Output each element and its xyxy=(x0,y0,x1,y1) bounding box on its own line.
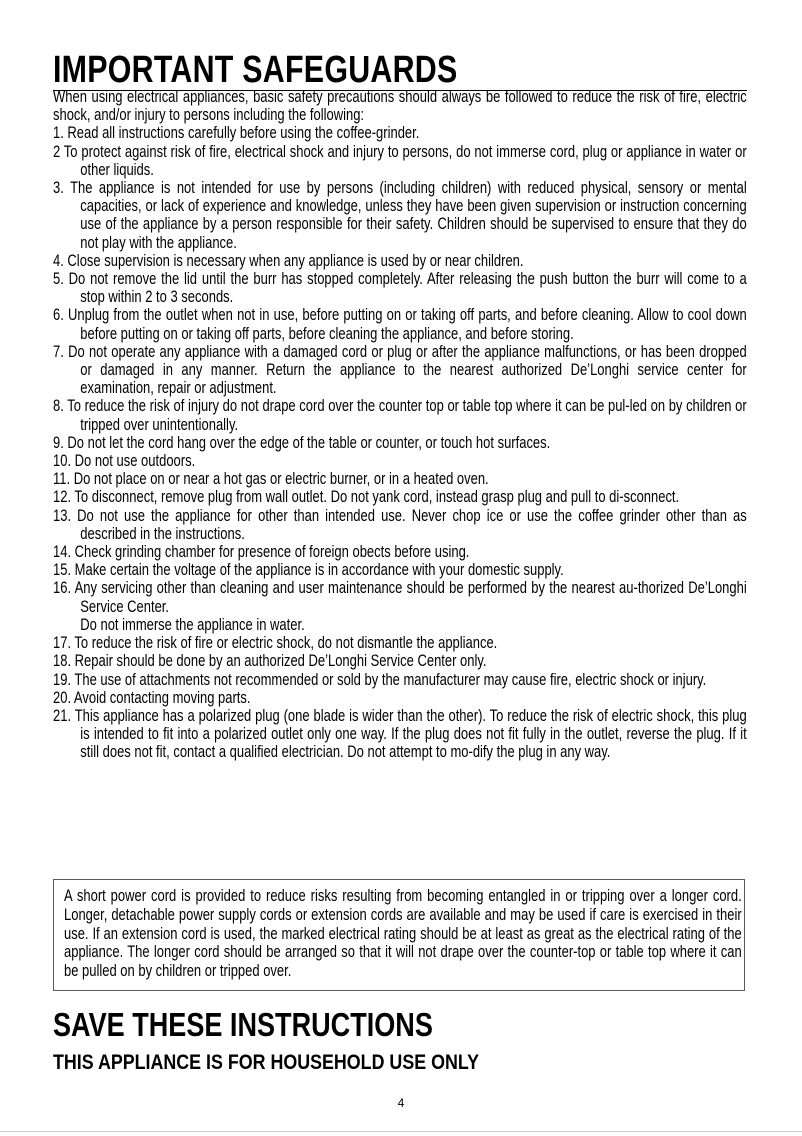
safeguard-item-16-extra-text: Do not immerse the appliance in water. xyxy=(80,615,305,634)
page-number: 4 xyxy=(397,1096,405,1110)
safeguard-item-18: 18. Repair should be done by an authorized De’Longhi Service Center only. xyxy=(53,652,487,671)
safeguard-item-11: 11. Do not place on or near a hot gas or electric burner, or in a heated oven. xyxy=(53,470,489,489)
save-instructions-heading: SAVE THESE INSTRUCTIONS xyxy=(53,1006,433,1043)
power-cord-notice-text: A short power cord is provided to reduce risks resulting from becoming entangled in or tripping over a longer cord. Longer, detachable power supply cords or extension cords are available and may be used if care is exercised in their use. If an extension cord is used, the marked electrical rating should be at least as great as the electrical rating of the appliance. The longer cord should be arranged so that it will not drape over the counter-top or table top where it can be pulled on by children or tripped over. xyxy=(64,887,742,981)
safeguards-body xyxy=(53,88,747,762)
safeguard-item-5: 5. Do not remove the lid until the burr has stopped completely. After releasing the push button the burr will come to a stop within 2 to 3 seconds. xyxy=(53,270,747,307)
safeguard-item-10: 10. Do not use outdoors. xyxy=(53,452,196,471)
safeguard-item-19: 19. The use of attachments not recommended or sold by the manufacturer may cause fire, electric shock or injury. xyxy=(53,670,707,689)
safeguard-item-4: 4. Close supervision is necessary when any appliance is used by or near children. xyxy=(53,251,524,270)
safeguard-item-16-extra xyxy=(53,616,747,634)
safeguard-item-7: 7. Do not operate any appliance with a damaged cord or plug or after the appliance malfunctions, or has been dropped or damaged in any manner. Return the appliance to the nearest authorized De’Longhi service center for examination, repair or adjustment. xyxy=(53,342,747,398)
page-title: IMPORTANT SAFEGUARDS xyxy=(53,49,458,91)
safeguard-item-8: 8. To reduce the risk of injury do not drape cord over the counter top or table top where it can be pul-led on by children or tripped over unintentionally. xyxy=(53,397,747,434)
safeguard-item-14: 14. Check grinding chamber for presence of foreign obects before using. xyxy=(53,543,470,562)
safeguard-item-3: 3. The appliance is not intended for use by persons (including children) with reduced physical, sensory or mental capacities, or lack of experience and knowledge, unless they have been given supervision or instruction concerning use of the appliance by a person responsible for their safety. Children should be supervised to ensure that they do not play with the appliance. xyxy=(53,179,747,252)
safeguard-item-15: 15. Make certain the voltage of the appliance is in accordance with your domestic supply. xyxy=(53,561,564,580)
safeguard-item-21: 21. This appliance has a polarized plug (one blade is wider than the other). To reduce the risk of electric shock, this plug is intended to fit into a polarized outlet only one way. If the plug does not fit fully in the outlet, reverse the plug. If it still does not fit, contact a qualified electrician. Do not attempt to mo-dify the plug in any way. xyxy=(53,706,747,762)
safeguard-item-12: 12. To disconnect, remove plug from wall outlet. Do not yank cord, instead grasp plug and pull to di-sconnect. xyxy=(53,488,680,507)
power-cord-notice-box xyxy=(53,879,745,991)
safeguard-item-16: 16. Any servicing other than cleaning and user maintenance should be performed by the nearest au-thorized De’Longhi Service Center. xyxy=(53,579,747,616)
safeguard-item-1: 1. Read all instructions carefully before using the coffee-grinder. xyxy=(53,124,420,143)
safeguard-item-2: 2 To protect against risk of fire, electrical shock and injury to persons, do not immerse cord, plug or appliance in water or other liquids. xyxy=(53,142,747,179)
safeguard-item-9: 9. Do not let the cord hang over the edge of the table or counter, or touch hot surfaces. xyxy=(53,433,551,452)
safeguard-item-20: 20. Avoid contacting moving parts. xyxy=(53,688,251,707)
safeguard-item-6: 6. Unplug from the outlet when not in use, before putting on or taking off parts, and before cleaning. Allow to cool down before putting on or taking off parts, before cleaning the appliance, and before storing. xyxy=(53,306,747,343)
household-use-heading: THIS APPLIANCE IS FOR HOUSEHOLD USE ONLY xyxy=(53,1050,480,1074)
intro-paragraph: When using electrical appliances, basic safety precautions should always be followed to reduce the risk of fire, electric shock, and/or injury to persons including the following: xyxy=(53,88,747,125)
bottom-divider xyxy=(0,1131,802,1132)
safeguard-item-13: 13. Do not use the appliance for other than intended use. Never chop ice or use the coffee grinder other than as described in the instructions. xyxy=(53,506,747,543)
safeguard-item-17: 17. To reduce the risk of fire or electric shock, do not dismantle the appliance. xyxy=(53,634,498,653)
